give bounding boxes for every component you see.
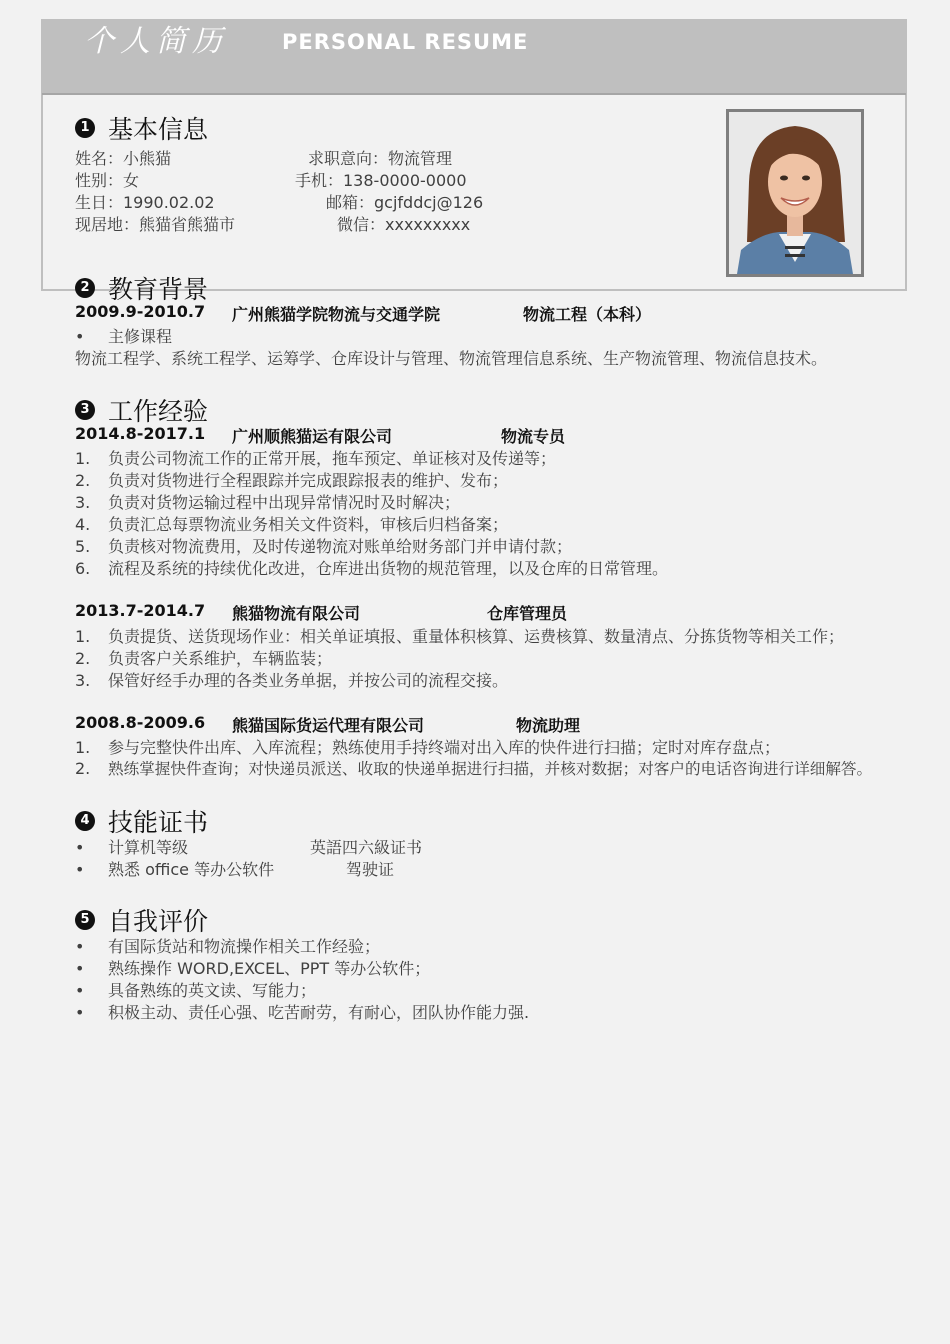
- list-item: [75, 835, 188, 858]
- skill-text: 熟悉 office 等办公软件: [108, 860, 275, 879]
- item-number: 2.: [75, 759, 91, 778]
- job-period: 2008.8-2009.6: [75, 713, 206, 732]
- item-text: 积极主动、责任心强、吃苦耐劳，有耐心，团队协作能力强.: [108, 1003, 530, 1022]
- item-text: 负责公司物流工作的正常开展，拖车预定、单证核对及传递等；: [108, 449, 557, 468]
- item-text: 流程及系统的持续优化改进，仓库进出货物的规范管理，以及仓库的日常管理。: [108, 559, 669, 578]
- item-number: 3.: [75, 493, 91, 512]
- item-text: 负责汇总每票物流业务相关文件资料，审核后归档备案；: [108, 515, 509, 534]
- profile-photo: [726, 109, 864, 277]
- list-item: [75, 857, 274, 880]
- list-item: [75, 624, 844, 647]
- item-number: 2.: [75, 471, 91, 490]
- section-number: 5: [75, 910, 95, 930]
- education-major: 物流工程（本科）: [523, 305, 652, 324]
- education-period: 2009.9-2010.7: [75, 302, 206, 321]
- list-item: [75, 490, 460, 513]
- item-text: 具备熟练的英文读、写能力；: [108, 981, 317, 1000]
- item-number: 3.: [75, 671, 91, 690]
- item-text: 参与完整快件出库、入库流程；熟练使用手持终端对出入库的快件进行扫描；定时对库存盘点；: [108, 738, 781, 757]
- section-number: 1: [75, 118, 95, 138]
- education-school: 广州熊猫学院物流与交通学院: [232, 305, 441, 324]
- basic-wechat: 微信：xxxxxxxxx: [337, 215, 471, 234]
- section-title-text: 工作经验: [108, 397, 209, 426]
- item-number: 5.: [75, 537, 91, 556]
- bullet: •: [75, 959, 85, 978]
- list-item: [75, 556, 668, 579]
- job-role: 物流专员: [501, 427, 566, 446]
- list-item: [75, 757, 872, 779]
- list-item: [75, 978, 316, 1001]
- basic-email: 邮箱：gcjfddcj@126: [326, 193, 484, 212]
- job-company: 熊猫国际货运代理有限公司: [232, 716, 425, 735]
- job-company: 广州顺熊猫运有限公司: [232, 427, 393, 446]
- item-text: 负责提货、送货现场作业：相关单证填报、重量体积核算、运费核算、数量清点、分拣货物等相关工作；: [108, 627, 845, 646]
- item-text: 熟练掌握快件查询；对快递员派送、收取的快递单据进行扫描，并核对数据；对客户的电话咨询进行详细解答。: [108, 760, 873, 778]
- job-period: 2013.7-2014.7: [75, 601, 206, 620]
- item-text: 有国际货站和物流操作相关工作经验；: [108, 937, 381, 956]
- bullet: •: [75, 327, 85, 346]
- list-item: [75, 446, 556, 469]
- list-item: [75, 668, 508, 691]
- job-company: 熊猫物流有限公司: [232, 604, 361, 623]
- courses-label-row: [75, 324, 172, 347]
- section-skills: [75, 803, 208, 839]
- item-text: 负责对货物运输过程中出现异常情况时及时解决；: [108, 493, 461, 512]
- section-title-text: 自我评价: [108, 907, 209, 936]
- list-item: [75, 468, 508, 491]
- job-period: 2014.8-2017.1: [75, 424, 206, 443]
- bullet: •: [75, 981, 85, 1000]
- item-text: 保管好经手办理的各类业务单据，并按公司的流程交接。: [108, 671, 509, 690]
- item-number: 1.: [75, 449, 91, 468]
- item-text: 负责核对物流费用，及时传递物流对账单给财务部门并申请付款；: [108, 537, 573, 556]
- list-item: [75, 512, 508, 535]
- section-self: [75, 902, 208, 938]
- bullet: •: [75, 937, 85, 956]
- list-item: [75, 934, 380, 957]
- list-item: [75, 1000, 529, 1023]
- item-number: 6.: [75, 559, 91, 578]
- skill-right: 英語四六級证书: [310, 838, 423, 857]
- item-text: 负责对货物进行全程跟踪并完成跟踪报表的维护、发布；: [108, 471, 509, 490]
- list-item: [75, 534, 572, 557]
- job-role: 物流助理: [516, 716, 581, 735]
- section-title-text: 教育背景: [108, 275, 209, 304]
- section-number: 2: [75, 278, 95, 298]
- section-title-text: 基本信息: [108, 115, 209, 144]
- item-number: 4.: [75, 515, 91, 534]
- basic-name: 姓名：小熊猫: [75, 149, 172, 168]
- section-basic: [75, 110, 208, 146]
- cn-title: 个人简历: [84, 24, 228, 59]
- en-title: PERSONAL RESUME: [282, 30, 529, 54]
- list-item: [75, 646, 332, 669]
- basic-intent: 求职意向：物流管理: [308, 149, 453, 168]
- basic-birthday: 生日：1990.02.02: [75, 193, 215, 212]
- bullet: •: [75, 860, 85, 879]
- section-work: [75, 392, 208, 428]
- item-number: 2.: [75, 649, 91, 668]
- job-role: 仓库管理员: [487, 604, 568, 623]
- item-text: 熟练操作 WORD,EXCEL、PPT 等办公软件；: [108, 959, 431, 978]
- list-item: [75, 735, 780, 758]
- section-title-text: 技能证书: [108, 808, 209, 837]
- bullet: •: [75, 838, 85, 857]
- list-item: [75, 956, 430, 979]
- courses-label: 主修课程: [108, 327, 173, 346]
- bullet: •: [75, 1003, 85, 1022]
- basic-phone: 手机：138-0000-0000: [295, 171, 467, 190]
- item-number: 1.: [75, 627, 91, 646]
- skill-text: 计算机等级: [108, 838, 189, 857]
- basic-gender: 性别：女: [75, 171, 140, 190]
- item-text: 负责客户关系维护，车辆监装；: [108, 649, 333, 668]
- section-number: 3: [75, 400, 95, 420]
- courses-text: 物流工程学、系统工程学、运筹学、仓库设计与管理、物流管理信息系统、生产物流管理、物流信息技术。: [75, 349, 828, 368]
- basic-location: 现居地：熊猫省熊猫市: [75, 215, 236, 234]
- portrait-illustration: [729, 112, 861, 274]
- item-number: 1.: [75, 738, 91, 757]
- skill-right: 驾驶证: [346, 860, 395, 879]
- section-number: 4: [75, 811, 95, 831]
- section-education: [75, 270, 208, 306]
